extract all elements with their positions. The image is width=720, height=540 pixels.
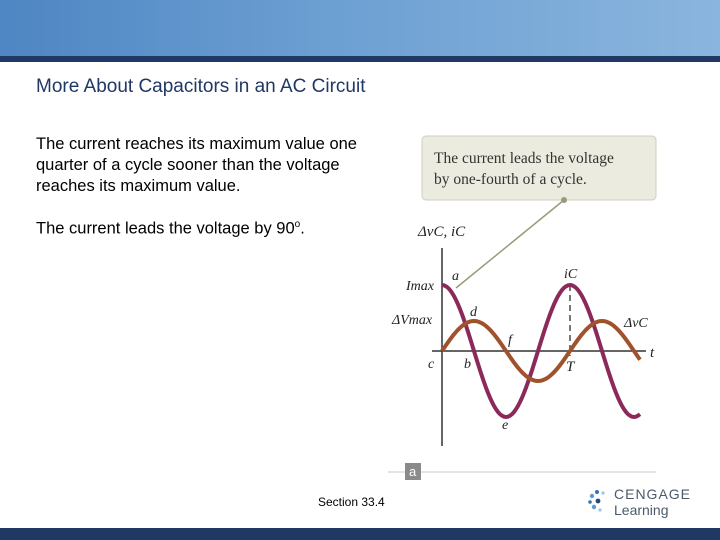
capacitor-phase-figure: [388, 128, 678, 488]
phase-lead-period: .: [300, 219, 305, 238]
paragraph-phase-lead: [36, 214, 366, 240]
point-c-label: c: [428, 357, 435, 372]
point-e-label: e: [502, 418, 509, 433]
callout-pointer-tip: [561, 197, 567, 203]
callout-line-2: by one-fourth of a cycle.: [434, 171, 587, 188]
paragraph-current-max: The current reaches its maximum value one quarter of a cycle sooner than the voltage reaches its maximum value.: [36, 135, 357, 195]
panel-label: a: [409, 464, 417, 479]
cengage-logo-mark: [586, 488, 612, 514]
time-label: t: [650, 345, 655, 361]
period-label: T: [566, 359, 575, 375]
ic-curve-label: iC: [564, 267, 578, 282]
y-axis-label: ΔvC, iC: [418, 224, 466, 240]
point-d-label: d: [470, 305, 477, 320]
callout-box: [422, 136, 656, 200]
slide-title: More About Capacitors in an AC Circuit: [36, 76, 366, 97]
header-stripe: [0, 56, 720, 62]
header-band: [0, 0, 720, 56]
callout-line-1: The current leads the voltage: [434, 150, 614, 167]
footer-band: [0, 528, 720, 540]
point-a-label: a: [452, 269, 459, 284]
point-b-label: b: [464, 357, 471, 372]
learning-wordmark: Learning: [614, 502, 669, 518]
cengage-logo: [584, 484, 692, 520]
imax-label: Imax: [406, 279, 434, 294]
callout-pointer: [456, 200, 564, 288]
section-footer: Section 33.4: [318, 495, 385, 509]
vmax-label: ΔVmax: [392, 313, 433, 328]
cengage-wordmark: CENGAGE: [614, 486, 692, 502]
vc-curve-label: ΔvC: [624, 316, 648, 331]
point-f-label: f: [508, 333, 512, 348]
phase-lead-text: The current leads the voltage by 90: [36, 219, 295, 238]
degree-superscript: o: [294, 219, 301, 230]
